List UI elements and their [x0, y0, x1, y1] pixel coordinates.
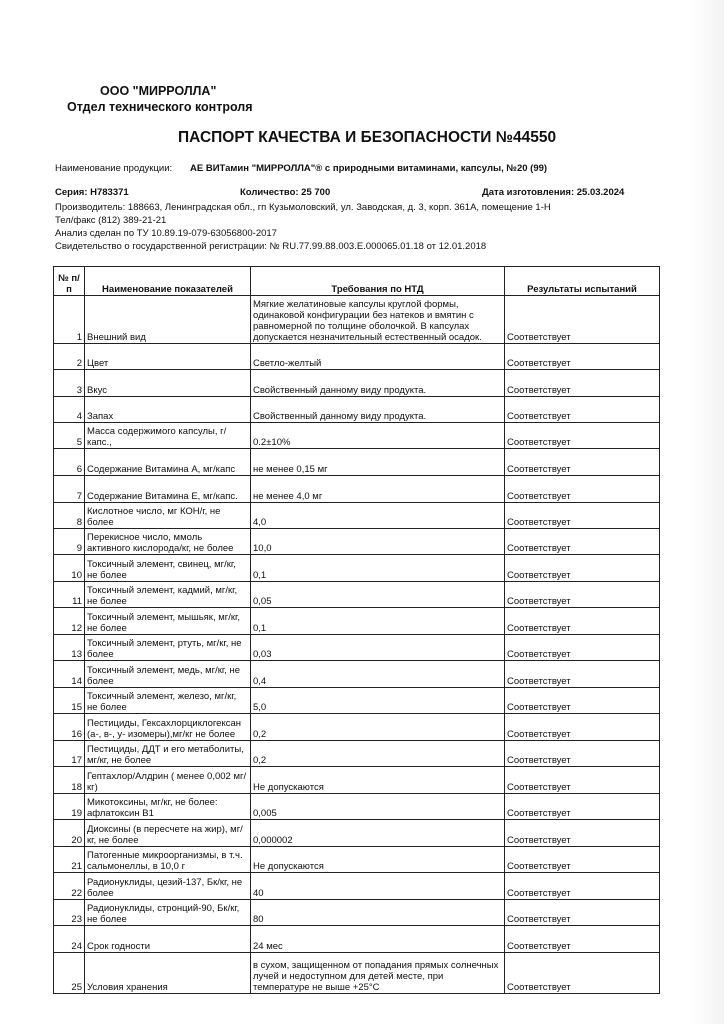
cell-result: Соответствует — [505, 873, 660, 900]
cell-requirement: 5,0 — [251, 688, 505, 714]
table-header-row — [54, 267, 660, 296]
cell-name: Цвет — [85, 344, 251, 370]
cell-num: 12 — [54, 608, 85, 635]
cell-result: Соответствует — [505, 900, 660, 926]
document-title: ПАСПОРТ КАЧЕСТВА И БЕЗОПАСНОСТИ №44550 — [178, 129, 557, 146]
scan-edge-shadow — [690, 0, 724, 1024]
cell-requirement: Не допускаются — [251, 767, 505, 794]
batch-quantity: Количество: 25 700 — [240, 187, 331, 198]
cell-result: Соответствует — [505, 582, 660, 608]
cell-result: Соответствует — [505, 688, 660, 714]
cell-name: Токсичный элемент, железо, мг/кг, не более — [85, 688, 251, 714]
cell-num: 4 — [54, 397, 85, 423]
cell-name: Условия хранения — [85, 953, 251, 994]
manufacture-date: Дата изготовления: 25.03.2024 — [482, 187, 625, 198]
cell-result: Соответствует — [505, 714, 660, 741]
cell-requirement: Свойственный данному виду продукта. — [251, 370, 505, 397]
cell-requirement: 0,2 — [251, 714, 505, 741]
cell-name: Патогенные микроорганизмы, в т.ч. сальмонеллы, в 10,0 г — [85, 847, 251, 873]
table-row — [54, 847, 660, 873]
cell-requirement: Свойственный данному виду продукта. — [251, 397, 505, 423]
cell-requirement: 0,000002 — [251, 820, 505, 847]
cell-name: Содержание Витамина Е, мг/капс. — [85, 476, 251, 503]
cell-result: Соответствует — [505, 397, 660, 423]
cell-num: 22 — [54, 873, 85, 900]
cell-requirement: 0,4 — [251, 661, 505, 688]
cell-num: 18 — [54, 767, 85, 794]
table-row — [54, 344, 660, 370]
cell-result: Соответствует — [505, 926, 660, 953]
cell-requirement: в сухом, защищенном от попадания прямых солнечных лучей и недоступном для детей месте, при температуре не выше +25°С — [251, 953, 505, 994]
quality-table — [53, 266, 660, 994]
phone-info: Тел/факс (812) 389-21-21 — [55, 215, 167, 226]
cell-requirement: 0,1 — [251, 555, 505, 582]
header-name: Наименование показателей — [85, 267, 251, 296]
cell-result: Соответствует — [505, 296, 660, 344]
table-row — [54, 635, 660, 661]
table-row — [54, 582, 660, 608]
header-num: № п/п — [54, 267, 85, 296]
cell-num: 16 — [54, 714, 85, 741]
table-row — [54, 370, 660, 397]
cell-result: Соответствует — [505, 503, 660, 529]
cell-num: 7 — [54, 476, 85, 503]
cell-num: 1 — [54, 296, 85, 344]
cell-name: Перекисное число, ммоль активного кислорода/кг, не более — [85, 529, 251, 555]
certificate-info: Свидетельство о государственной регистрации: № RU.77.99.88.003.Е.000065.01.18 от 12.01.2018 — [55, 241, 487, 252]
manufacturer-info: Производитель: 188663, Ленинградская обл., гп Кузьмоловский, ул. Заводская, д. 3, корп. 361А, помещение 1-Н — [55, 202, 551, 213]
cell-requirement: 10,0 — [251, 529, 505, 555]
cell-num: 23 — [54, 900, 85, 926]
cell-requirement: Светло-желтый — [251, 344, 505, 370]
cell-requirement: 0.2±10% — [251, 423, 505, 449]
cell-name: Гептахлор/Алдрин ( менее 0,002 мг/кг) — [85, 767, 251, 794]
cell-name: Пестициды, ДДТ и его метаболиты, мг/кг, не более — [85, 741, 251, 767]
cell-result: Соответствует — [505, 476, 660, 503]
table-body — [54, 296, 660, 994]
cell-result: Соответствует — [505, 344, 660, 370]
cell-num: 19 — [54, 794, 85, 820]
department-name: Отдел технического контроля — [67, 100, 253, 114]
table-row — [54, 476, 660, 503]
cell-name: Срок годности — [85, 926, 251, 953]
cell-requirement: Не допускаются — [251, 847, 505, 873]
table-row — [54, 555, 660, 582]
cell-name: Содержание Витамина А, мг/капс — [85, 449, 251, 476]
cell-num: 24 — [54, 926, 85, 953]
table-row — [54, 953, 660, 994]
cell-result: Соответствует — [505, 423, 660, 449]
cell-requirement: 0,005 — [251, 794, 505, 820]
cell-num: 9 — [54, 529, 85, 555]
cell-num: 14 — [54, 661, 85, 688]
table-row — [54, 873, 660, 900]
cell-name: Пестициды, Гексахлорциклогексан (а-, в-, у- изомеры),мг/кг не более — [85, 714, 251, 741]
cell-name: Токсичный элемент, медь, мг/кг, не более — [85, 661, 251, 688]
cell-name: Токсичный элемент, ртуть, мг/кг, не более — [85, 635, 251, 661]
product-label: Наименование продукции: — [55, 163, 173, 174]
table-row — [54, 449, 660, 476]
cell-requirement: 0,03 — [251, 635, 505, 661]
cell-name: Кислотное число, мг КОН/г, не более — [85, 503, 251, 529]
table-row — [54, 661, 660, 688]
cell-requirement: 4,0 — [251, 503, 505, 529]
table-row — [54, 503, 660, 529]
cell-requirement: не менее 4,0 мг — [251, 476, 505, 503]
cell-num: 5 — [54, 423, 85, 449]
cell-name: Вкус — [85, 370, 251, 397]
cell-num: 2 — [54, 344, 85, 370]
cell-result: Соответствует — [505, 953, 660, 994]
cell-name: Радионуклиды, цезий-137, Бк/кг, не более — [85, 873, 251, 900]
cell-name: Токсичный элемент, свинец, мг/кг, не более — [85, 555, 251, 582]
cell-requirement: 24 мес — [251, 926, 505, 953]
table-row — [54, 688, 660, 714]
table-row — [54, 714, 660, 741]
cell-result: Соответствует — [505, 661, 660, 688]
cell-result: Соответствует — [505, 370, 660, 397]
table-row — [54, 423, 660, 449]
cell-num: 3 — [54, 370, 85, 397]
cell-num: 6 — [54, 449, 85, 476]
cell-result: Соответствует — [505, 635, 660, 661]
table-row — [54, 900, 660, 926]
batch-series: Серия: Н783371 — [55, 187, 129, 198]
header-results: Результаты испытаний — [505, 267, 660, 296]
header-requirements: Требования по НТД — [251, 267, 505, 296]
cell-name: Внешний вид — [85, 296, 251, 344]
table-row — [54, 794, 660, 820]
table-row — [54, 529, 660, 555]
cell-name: Запах — [85, 397, 251, 423]
table-row — [54, 741, 660, 767]
cell-result: Соответствует — [505, 529, 660, 555]
cell-requirement: 0,05 — [251, 582, 505, 608]
company-name: ООО "МИРРОЛЛА" — [100, 84, 217, 98]
cell-name: Микотоксины, мг/кг, не более: афлатоксин В1 — [85, 794, 251, 820]
cell-result: Соответствует — [505, 794, 660, 820]
cell-name: Масса содержимого капсулы, г/капс., — [85, 423, 251, 449]
cell-result: Соответствует — [505, 847, 660, 873]
cell-requirement: 0,2 — [251, 741, 505, 767]
cell-result: Соответствует — [505, 741, 660, 767]
cell-requirement: 80 — [251, 900, 505, 926]
cell-num: 13 — [54, 635, 85, 661]
table-row — [54, 608, 660, 635]
table-row — [54, 820, 660, 847]
cell-result: Соответствует — [505, 449, 660, 476]
cell-num: 10 — [54, 555, 85, 582]
cell-num: 20 — [54, 820, 85, 847]
cell-requirement: 40 — [251, 873, 505, 900]
table-row — [54, 397, 660, 423]
cell-result: Соответствует — [505, 555, 660, 582]
table-row — [54, 296, 660, 344]
cell-num: 17 — [54, 741, 85, 767]
cell-requirement: Мягкие желатиновые капсулы круглой формы, одинаковой конфигурации без натеков и вмятин с равномерной по толщине оболочкой. В капсулах допускается незначительный естественный осадок. — [251, 296, 505, 344]
cell-name: Диоксины (в пересчете на жир), мг/кг, не более — [85, 820, 251, 847]
table-row — [54, 926, 660, 953]
cell-result: Соответствует — [505, 608, 660, 635]
analysis-info: Анализ сделан по ТУ 10.89.19-079-63056800-2017 — [55, 228, 277, 239]
cell-result: Соответствует — [505, 767, 660, 794]
cell-requirement: 0,1 — [251, 608, 505, 635]
cell-requirement: не менее 0,15 мг — [251, 449, 505, 476]
table-row — [54, 767, 660, 794]
cell-num: 21 — [54, 847, 85, 873]
cell-name: Токсичный элемент, кадмий, мг/кг, не более — [85, 582, 251, 608]
cell-name: Радионуклиды, стронций-90, Бк/кг, не более — [85, 900, 251, 926]
cell-num: 8 — [54, 503, 85, 529]
cell-result: Соответствует — [505, 820, 660, 847]
cell-num: 15 — [54, 688, 85, 714]
cell-name: Токсичный элемент, мышьяк, мг/кг, не более — [85, 608, 251, 635]
product-value: АЕ ВИТамин "МИРРОЛЛА"® с природными витаминами, капсулы, №20 (99) — [190, 163, 548, 174]
cell-num: 11 — [54, 582, 85, 608]
cell-num: 25 — [54, 953, 85, 994]
